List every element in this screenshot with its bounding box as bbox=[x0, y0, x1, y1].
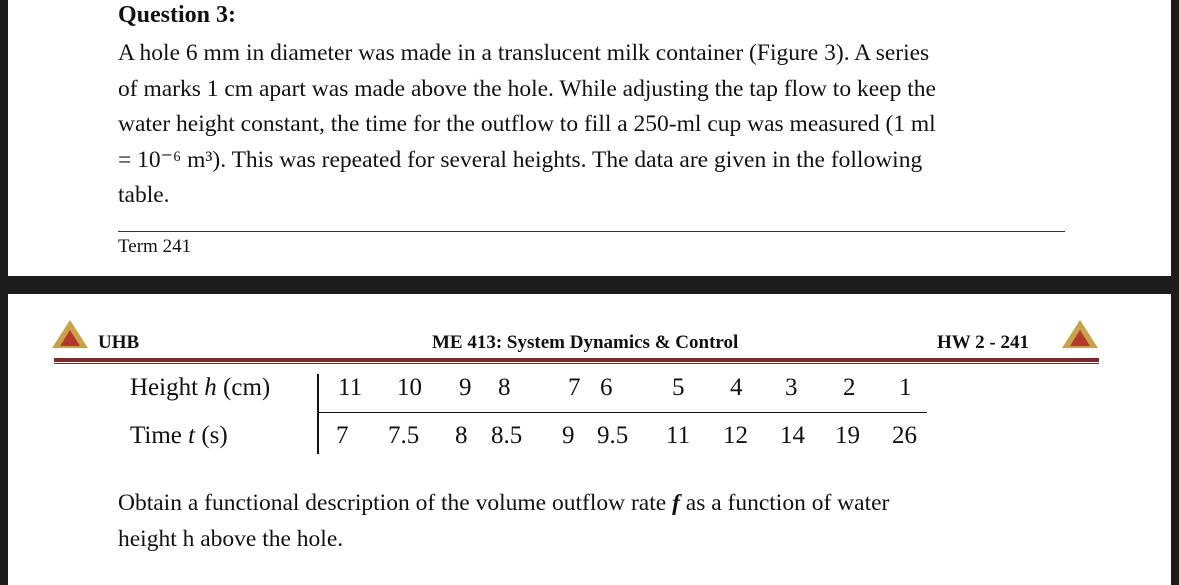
table-cell: 4 bbox=[730, 374, 743, 401]
header-divider bbox=[54, 358, 1099, 362]
table-cell: 11 bbox=[666, 422, 691, 449]
table-cell: 5 bbox=[672, 374, 685, 401]
question-text bbox=[118, 36, 1058, 214]
task-line: Obtain a functional description of the volume outflow rate f as a function of water bbox=[118, 490, 890, 516]
table-cell: 7.5 bbox=[388, 422, 420, 449]
header-homework: HW 2 - 241 bbox=[937, 332, 1030, 353]
university-logo-icon bbox=[1060, 318, 1100, 350]
row-label-time: Time t (s) bbox=[130, 422, 228, 449]
footer-divider bbox=[118, 231, 1065, 232]
university-logo-icon bbox=[50, 318, 90, 350]
question-line: of marks 1 cm apart was made above the hole. While adjusting the tap flow to keep the bbox=[118, 75, 936, 102]
header-course: ME 413: System Dynamics & Control bbox=[432, 332, 739, 353]
table-cell: 3 bbox=[785, 374, 798, 401]
table-cell: 19 bbox=[835, 422, 860, 449]
table-cell: 12 bbox=[723, 422, 748, 449]
table-cell: 9 bbox=[459, 374, 472, 401]
table-cell: 2 bbox=[843, 374, 856, 401]
header-divider-thin bbox=[54, 363, 1099, 364]
table-cell: 7 bbox=[568, 374, 581, 401]
table-horizontal-divider bbox=[318, 412, 927, 413]
table-cell: 9.5 bbox=[597, 422, 629, 449]
task-line: height h above the hole. bbox=[118, 525, 344, 552]
table-cell: 14 bbox=[780, 422, 805, 449]
table-cell: 8.5 bbox=[491, 422, 523, 449]
table-cell: 26 bbox=[892, 422, 917, 449]
table-cell: 10 bbox=[397, 374, 422, 401]
question-line: table. bbox=[118, 182, 170, 208]
table-vertical-divider bbox=[317, 374, 319, 454]
question-title: Question 3: bbox=[118, 2, 237, 28]
page-bottom bbox=[8, 294, 1171, 585]
task-text bbox=[118, 486, 1058, 557]
row-label-height: Height h (cm) bbox=[130, 374, 271, 401]
table-cell: 1 bbox=[899, 374, 912, 401]
table-cell: 8 bbox=[455, 422, 468, 449]
question-line: A hole 6 mm in diameter was made in a translucent milk container (Figure 3). A series bbox=[118, 40, 930, 66]
footer-term: Term 241 bbox=[118, 236, 192, 257]
table-cell: 8 bbox=[498, 374, 511, 401]
table-cell: 6 bbox=[600, 374, 613, 401]
table-cell: 7 bbox=[336, 422, 349, 449]
table-cell: 11 bbox=[338, 374, 363, 401]
page-top bbox=[8, 0, 1171, 276]
question-line: = 10⁻⁶ m³). This was repeated for several heights. The data are given in the following bbox=[118, 146, 923, 173]
question-line: water height constant, the time for the outflow to fill a 250-ml cup was measured (1 ml bbox=[118, 111, 936, 137]
header-university: UHB bbox=[98, 332, 140, 353]
table-cell: 9 bbox=[562, 422, 575, 449]
